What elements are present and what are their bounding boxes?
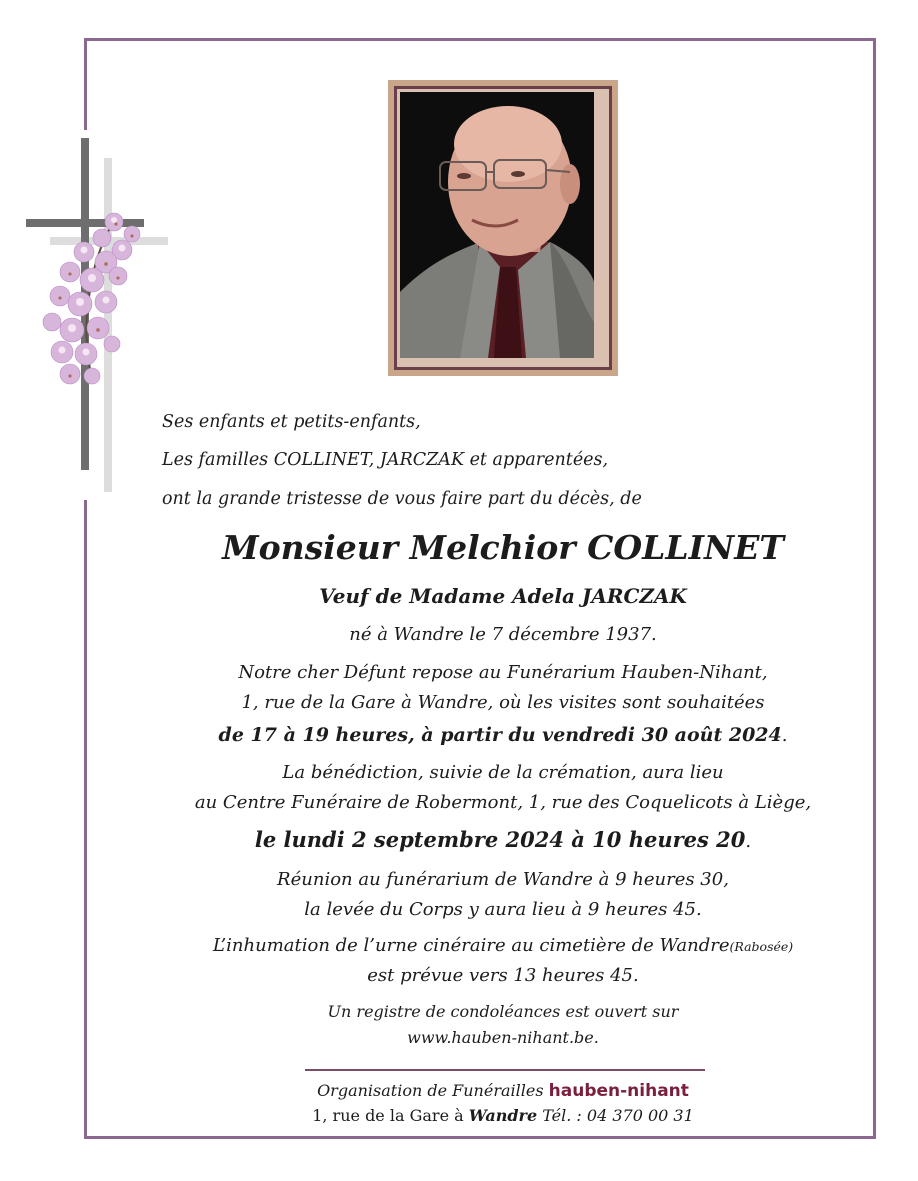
footer-org-label: Organisation de Funérailles [317,1081,544,1100]
portrait-frame [388,80,618,376]
ceremony-line-1: La bénédiction, suivie de la crémation, aura lieu [282,762,724,783]
portrait-photo [400,92,594,358]
inhumation-place-note: (Rabosée) [729,939,794,954]
register-website[interactable]: www.hauben-nihant.be. [407,1028,599,1047]
birth-line: né à Wandre le 7 décembre 1937. [349,624,657,645]
widower-line: Veuf de Madame Adela JARCZAK [319,584,687,608]
intro-announcement: ont la grande tristesse de vous faire part du décès, de [162,489,642,509]
visits-line-2: 1, rue de la Gare à Wandre, où les visites sont souhaitées [241,692,765,713]
footer-phone: Tél. : 04 370 00 31 [542,1106,694,1125]
visits-hours-text: de 17 à 19 heures, à partir du vendredi 30 août 2024 [218,724,782,746]
intro-families: Les familles COLLINET, JARCZAK et apparentées, [162,450,609,470]
ceremony-date-end: . [745,831,752,852]
inhumation-line-2: est prévue vers 13 heures 45. [367,965,639,986]
footer-address-prefix: 1, rue de la Gare à [312,1106,464,1125]
visits-hours [90,724,916,746]
inhumation-line-1 [90,935,916,956]
footer-organisation [90,1081,916,1101]
ceremony-date [90,827,916,852]
deceased-name: Monsieur Melchior COLLINET [222,528,784,567]
visits-line-1: Notre cher Défunt repose au Funérarium Hauben-Nihant, [238,662,768,683]
meeting-line-1: Réunion au funérarium de Wandre à 9 heures 30, [277,869,729,890]
register-line: Un registre de condoléances est ouvert sur [327,1002,679,1021]
meeting-line-2: la levée du Corps y aura lieu à 9 heures 45. [304,899,702,920]
footer-address [90,1106,916,1125]
intro-children: Ses enfants et petits-enfants, [162,412,421,432]
inhumation-text: L’inhumation de l’urne cinéraire au cimetière de Wandre [212,935,730,956]
cross-with-flowers-illustration [22,134,172,496]
ceremony-line-2: au Centre Funéraire de Robermont, 1, rue des Coquelicots à Liège, [194,792,812,813]
brand-logo-text: hauben-nihant [548,1081,689,1101]
visits-hours-end: . [781,725,788,746]
ceremony-date-text: le lundi 2 septembre 2024 à 10 heures 20 [254,827,746,852]
footer-divider [305,1069,705,1071]
footer-address-town: Wandre [468,1106,538,1125]
